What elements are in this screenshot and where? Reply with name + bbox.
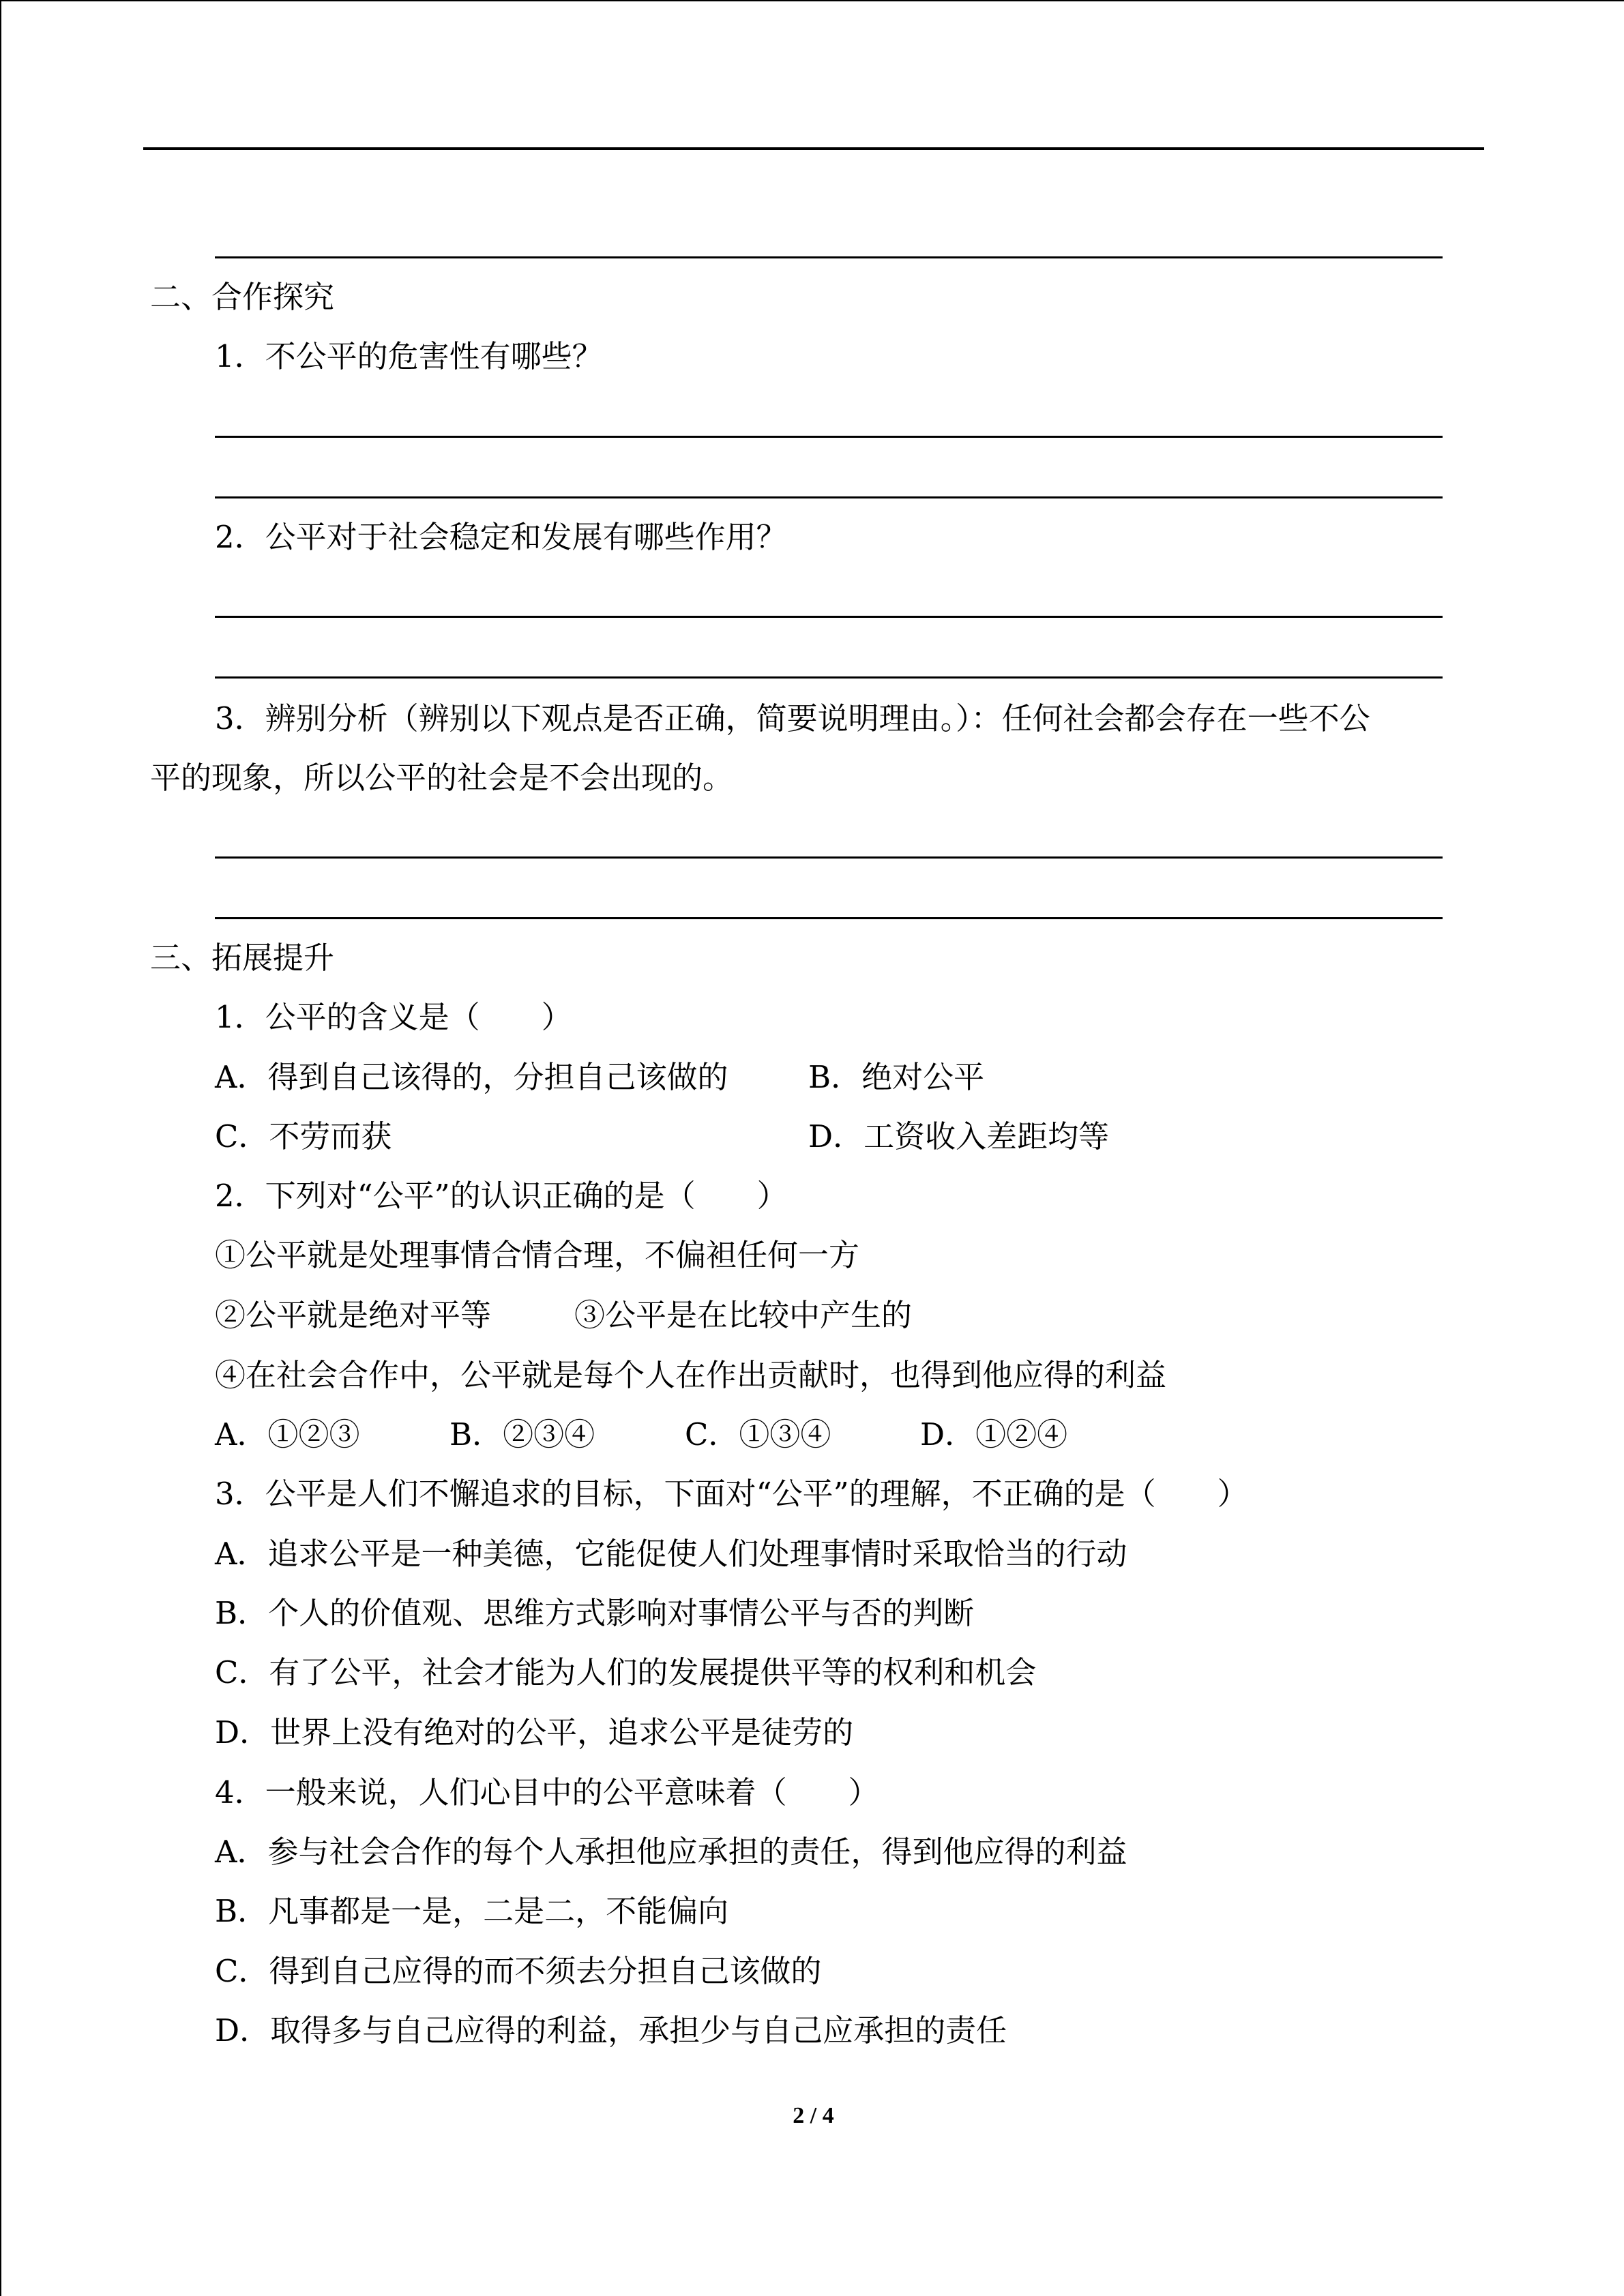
section-2-title: 二、合作探究	[150, 279, 335, 315]
question-2-3-line2: 平的现象，所以公平的社会是不会出现的。	[150, 760, 734, 796]
question-3-3-option-d: D．世界上没有绝对的公平，追求公平是徒劳的	[215, 1714, 854, 1750]
question-3-1-option-b: B．绝对公平	[808, 1059, 985, 1095]
question-3-2-statement-1: ①公平就是处理事情合情合理，不偏袒任何一方	[215, 1237, 860, 1273]
question-3-4-option-c: C．得到自己应得的而不须去分担自己该做的	[215, 1953, 822, 1989]
question-3-1-option-a: A．得到自己该得的，分担自己该做的	[215, 1059, 728, 1095]
answer-line	[215, 856, 1443, 859]
answer-line	[215, 496, 1443, 498]
answer-line	[215, 436, 1443, 438]
question-3-4-stem: 4．一般来说，人们心目中的公平意味着（ ）	[215, 1774, 879, 1810]
question-3-1-option-c: C．不劳而获	[215, 1118, 392, 1154]
answer-line	[215, 676, 1443, 679]
section-3-title: 三、拓展提升	[150, 940, 335, 976]
page-number: 2 / 4	[793, 2103, 834, 2128]
question-3-3-option-c: C．有了公平，社会才能为人们的发展提供平等的权利和机会	[215, 1654, 1037, 1690]
question-2-2: 2．公平对于社会稳定和发展有哪些作用？	[215, 519, 787, 555]
question-3-3-stem: 3．公平是人们不懈追求的目标，下面对“公平”的理解，不正确的是（ ）	[215, 1476, 1248, 1512]
question-3-2-statement-4: ④在社会合作中，公平就是每个人在作出贡献时，也得到他应得的利益	[215, 1357, 1167, 1393]
question-3-4-option-a: A．参与社会合作的每个人承担他应承担的责任，得到他应得的利益	[215, 1834, 1127, 1870]
answer-line	[215, 917, 1443, 919]
question-3-2-stem: 2．下列对“公平”的认识正确的是（ ）	[215, 1178, 788, 1214]
question-3-2-option-b: B．②③④	[449, 1416, 595, 1452]
answer-line	[215, 616, 1443, 618]
question-3-4-option-d: D．取得多与自己应得的利益，承担少与自己应承担的责任	[215, 2012, 1007, 2048]
question-3-2-option-c: C．①③④	[685, 1416, 831, 1452]
question-3-3-option-b: B．个人的价值观、思维方式影响对事情公平与否的判断	[215, 1595, 975, 1631]
question-3-1-option-d: D．工资收入差距均等	[808, 1118, 1110, 1154]
question-3-2-statement-3: ③公平是在比较中产生的	[574, 1297, 913, 1333]
header-rule	[143, 147, 1484, 150]
question-3-2-option-a: A．①②③	[215, 1416, 360, 1452]
question-3-3-option-a: A．追求公平是一种美德，它能促使人们处理事情时采取恰当的行动	[215, 1536, 1127, 1572]
answer-line	[215, 256, 1443, 258]
question-3-2-option-d: D．①②④	[920, 1416, 1068, 1452]
question-3-4-option-b: B．凡事都是一是，二是二，不能偏向	[215, 1893, 729, 1929]
question-3-1-stem: 1．公平的含义是（ ）	[215, 999, 572, 1035]
question-2-1: 1．不公平的危害性有哪些？	[215, 338, 603, 374]
question-2-3-line1: 3．辨别分析（辨别以下观点是否正确，简要说明理由。）：任何社会都会存在一些不公	[215, 700, 1370, 736]
question-3-2-statement-2: ②公平就是绝对平等	[215, 1297, 492, 1333]
